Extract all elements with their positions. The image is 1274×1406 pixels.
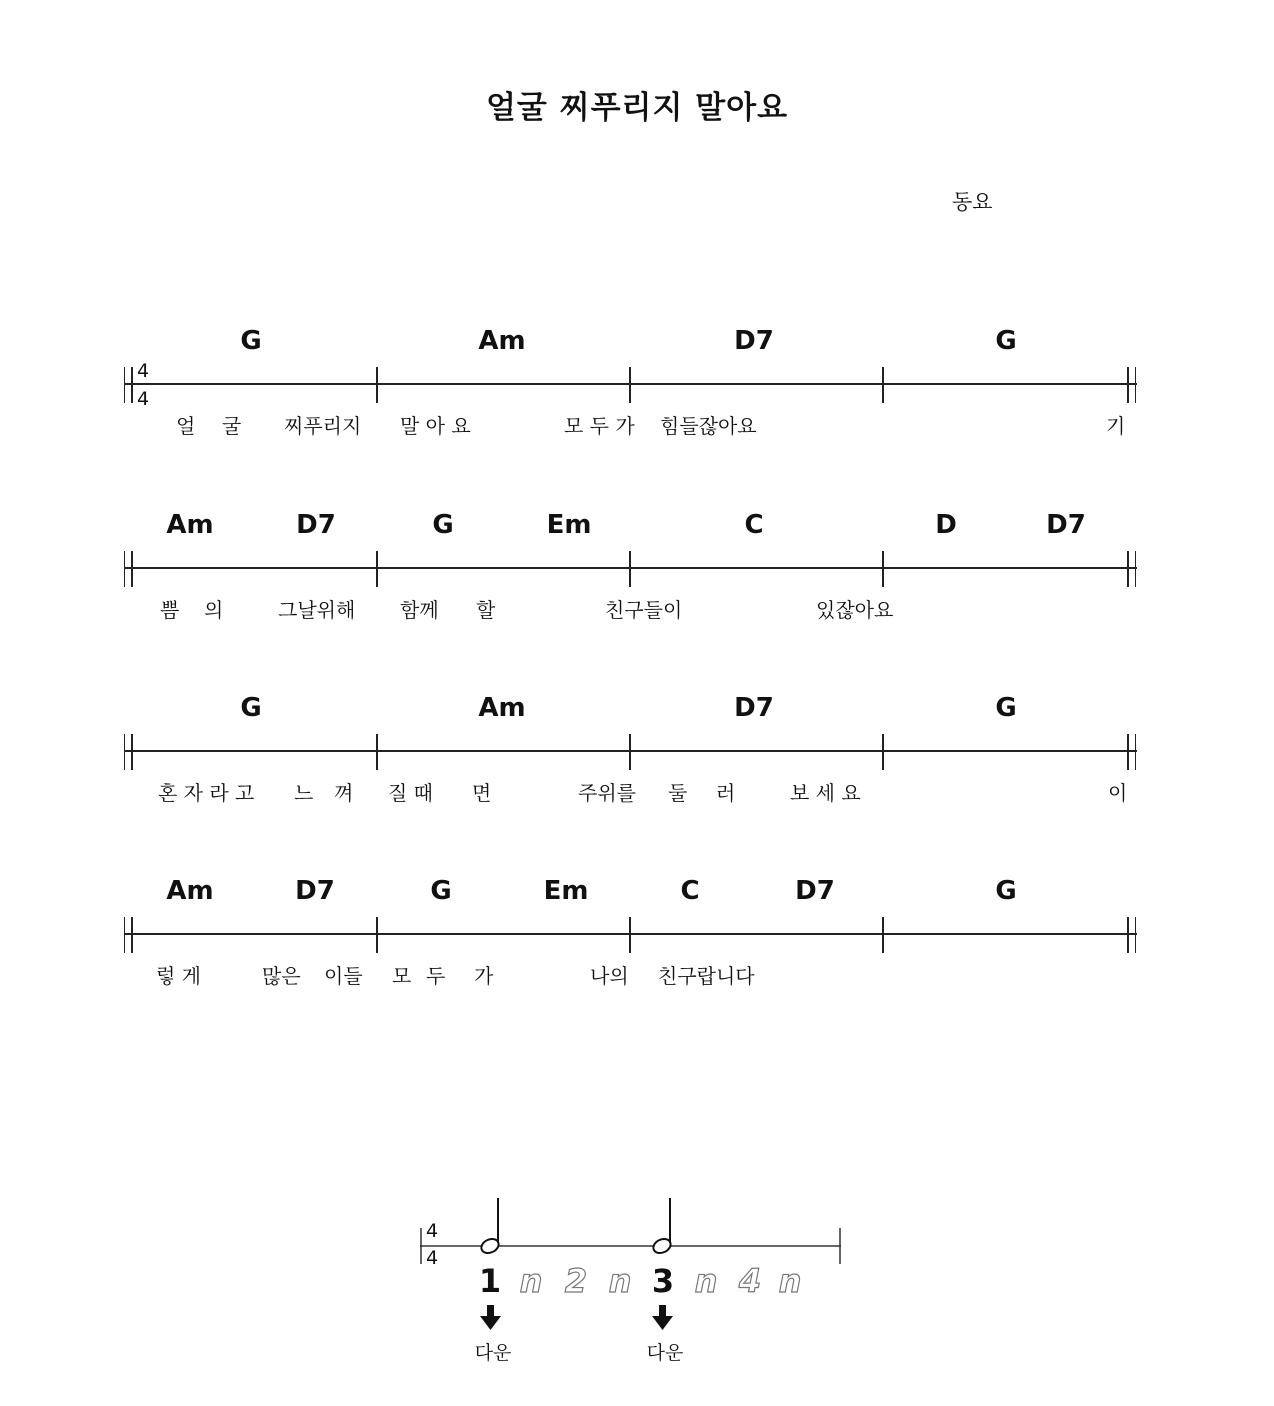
end-barline (1135, 917, 1136, 953)
staff-system-1 (0, 320, 1274, 440)
start-barline (131, 551, 133, 587)
beat-count: 2 (564, 1262, 588, 1300)
strum-down-label: 다운 (474, 1342, 512, 1364)
lyric: 렇 게 (156, 964, 201, 988)
lyric: 그날위해 (278, 598, 356, 622)
lyric: 말 아 요 (400, 414, 471, 438)
barline (882, 917, 884, 953)
lyric: 있잖아요 (816, 598, 894, 622)
end-barline (1127, 734, 1129, 770)
composer-label: 동요 (952, 190, 993, 214)
barline (882, 551, 884, 587)
time-signature-top: 4 (137, 360, 150, 382)
beat-count: n (519, 1262, 543, 1300)
lyric: 면 (472, 781, 492, 805)
barline (629, 367, 631, 403)
lyric: 기 (1106, 414, 1126, 438)
rhythm-time-signature-top: 4 (426, 1220, 439, 1242)
down-arrow-icon (480, 1305, 501, 1330)
lyric: 친구들이 (605, 598, 683, 622)
barline (629, 917, 631, 953)
beat-count: 1 (478, 1262, 502, 1300)
down-arrow-icon (652, 1305, 673, 1330)
barline (629, 734, 631, 770)
lyric: 느 (294, 781, 314, 805)
end-barline (1135, 734, 1136, 770)
lyric: 보 세 요 (790, 781, 861, 805)
staff-system-2 (0, 504, 1274, 624)
chord: Am (166, 510, 214, 540)
barline (629, 551, 631, 587)
lyric: 이 (1108, 781, 1128, 805)
beat-count: 4 (738, 1262, 762, 1300)
lyric: 껴 (334, 781, 354, 805)
chord: D7 (296, 510, 336, 540)
staff-system-4 (0, 870, 1274, 990)
chord: D7 (734, 693, 774, 723)
lyric: 러 (716, 781, 736, 805)
lyric: 많은 (262, 964, 301, 988)
lyric: 가 (474, 964, 494, 988)
chord: Am (478, 326, 526, 356)
end-barline (1127, 367, 1129, 403)
start-barline (124, 367, 125, 403)
chord: C (744, 510, 764, 540)
end-barline (1135, 367, 1136, 403)
beat-count: n (778, 1262, 802, 1300)
lyric: 의 (204, 598, 224, 622)
lyric: 쁨 (160, 598, 180, 622)
lyric: 친구랍니다 (658, 964, 755, 988)
lyric: 찌푸리지 (284, 414, 362, 438)
staff-line (125, 750, 1137, 752)
barline (882, 367, 884, 403)
chord: G (995, 876, 1017, 906)
lyric: 모 (392, 964, 412, 988)
start-barline (124, 734, 125, 770)
lyric: 질 때 (388, 781, 433, 805)
staff-line (125, 383, 1137, 385)
lyric: 굴 (222, 414, 242, 438)
chord: Em (543, 876, 589, 906)
lyric: 이들 (324, 964, 363, 988)
chord: Em (546, 510, 592, 540)
lyric: 둘 (668, 781, 688, 805)
end-barline (1127, 551, 1129, 587)
half-note-icon (479, 1198, 501, 1256)
lyric: 모 두 가 (564, 414, 635, 438)
rhythm-time-signature-bottom: 4 (426, 1247, 439, 1269)
start-barline (124, 917, 125, 953)
strum-down-label: 다운 (646, 1342, 684, 1364)
barline (376, 551, 378, 587)
chord: D7 (734, 326, 774, 356)
lyric: 나의 (590, 964, 629, 988)
half-note-icon (651, 1198, 673, 1256)
chord: D7 (1046, 510, 1086, 540)
beat-count: 3 (651, 1262, 675, 1300)
time-signature-bottom: 4 (137, 388, 150, 410)
chord: D7 (795, 876, 835, 906)
lyric: 함께 (400, 598, 439, 622)
chord: G (995, 326, 1017, 356)
barline (376, 917, 378, 953)
chord: G (432, 510, 454, 540)
staff-system-3 (0, 687, 1274, 807)
beat-count: n (694, 1262, 718, 1300)
lyric: 두 (426, 964, 446, 988)
lyric: 힘들잖아요 (660, 414, 757, 438)
start-barline (131, 917, 133, 953)
barline (376, 734, 378, 770)
lyric: 얼 (176, 414, 196, 438)
start-barline (124, 551, 125, 587)
end-barline (1127, 917, 1129, 953)
lyric: 할 (476, 598, 496, 622)
start-barline (131, 367, 133, 403)
chord: G (240, 326, 262, 356)
staff-line (125, 933, 1137, 935)
chord: Am (478, 693, 526, 723)
beat-count: n (608, 1262, 632, 1300)
chord: G (240, 693, 262, 723)
chord: G (995, 693, 1017, 723)
barline (376, 367, 378, 403)
barline (882, 734, 884, 770)
song-title: 얼굴 찌푸리지 말아요 (485, 90, 789, 126)
lyric: 주위를 (578, 781, 636, 805)
end-barline (1135, 551, 1136, 587)
staff-line (125, 567, 1137, 569)
chord: D (935, 510, 957, 540)
lyric: 혼 자 라 고 (158, 781, 255, 805)
start-barline (131, 734, 133, 770)
chord: C (680, 876, 700, 906)
chord: G (430, 876, 452, 906)
chord: Am (166, 876, 214, 906)
chord: D7 (295, 876, 335, 906)
